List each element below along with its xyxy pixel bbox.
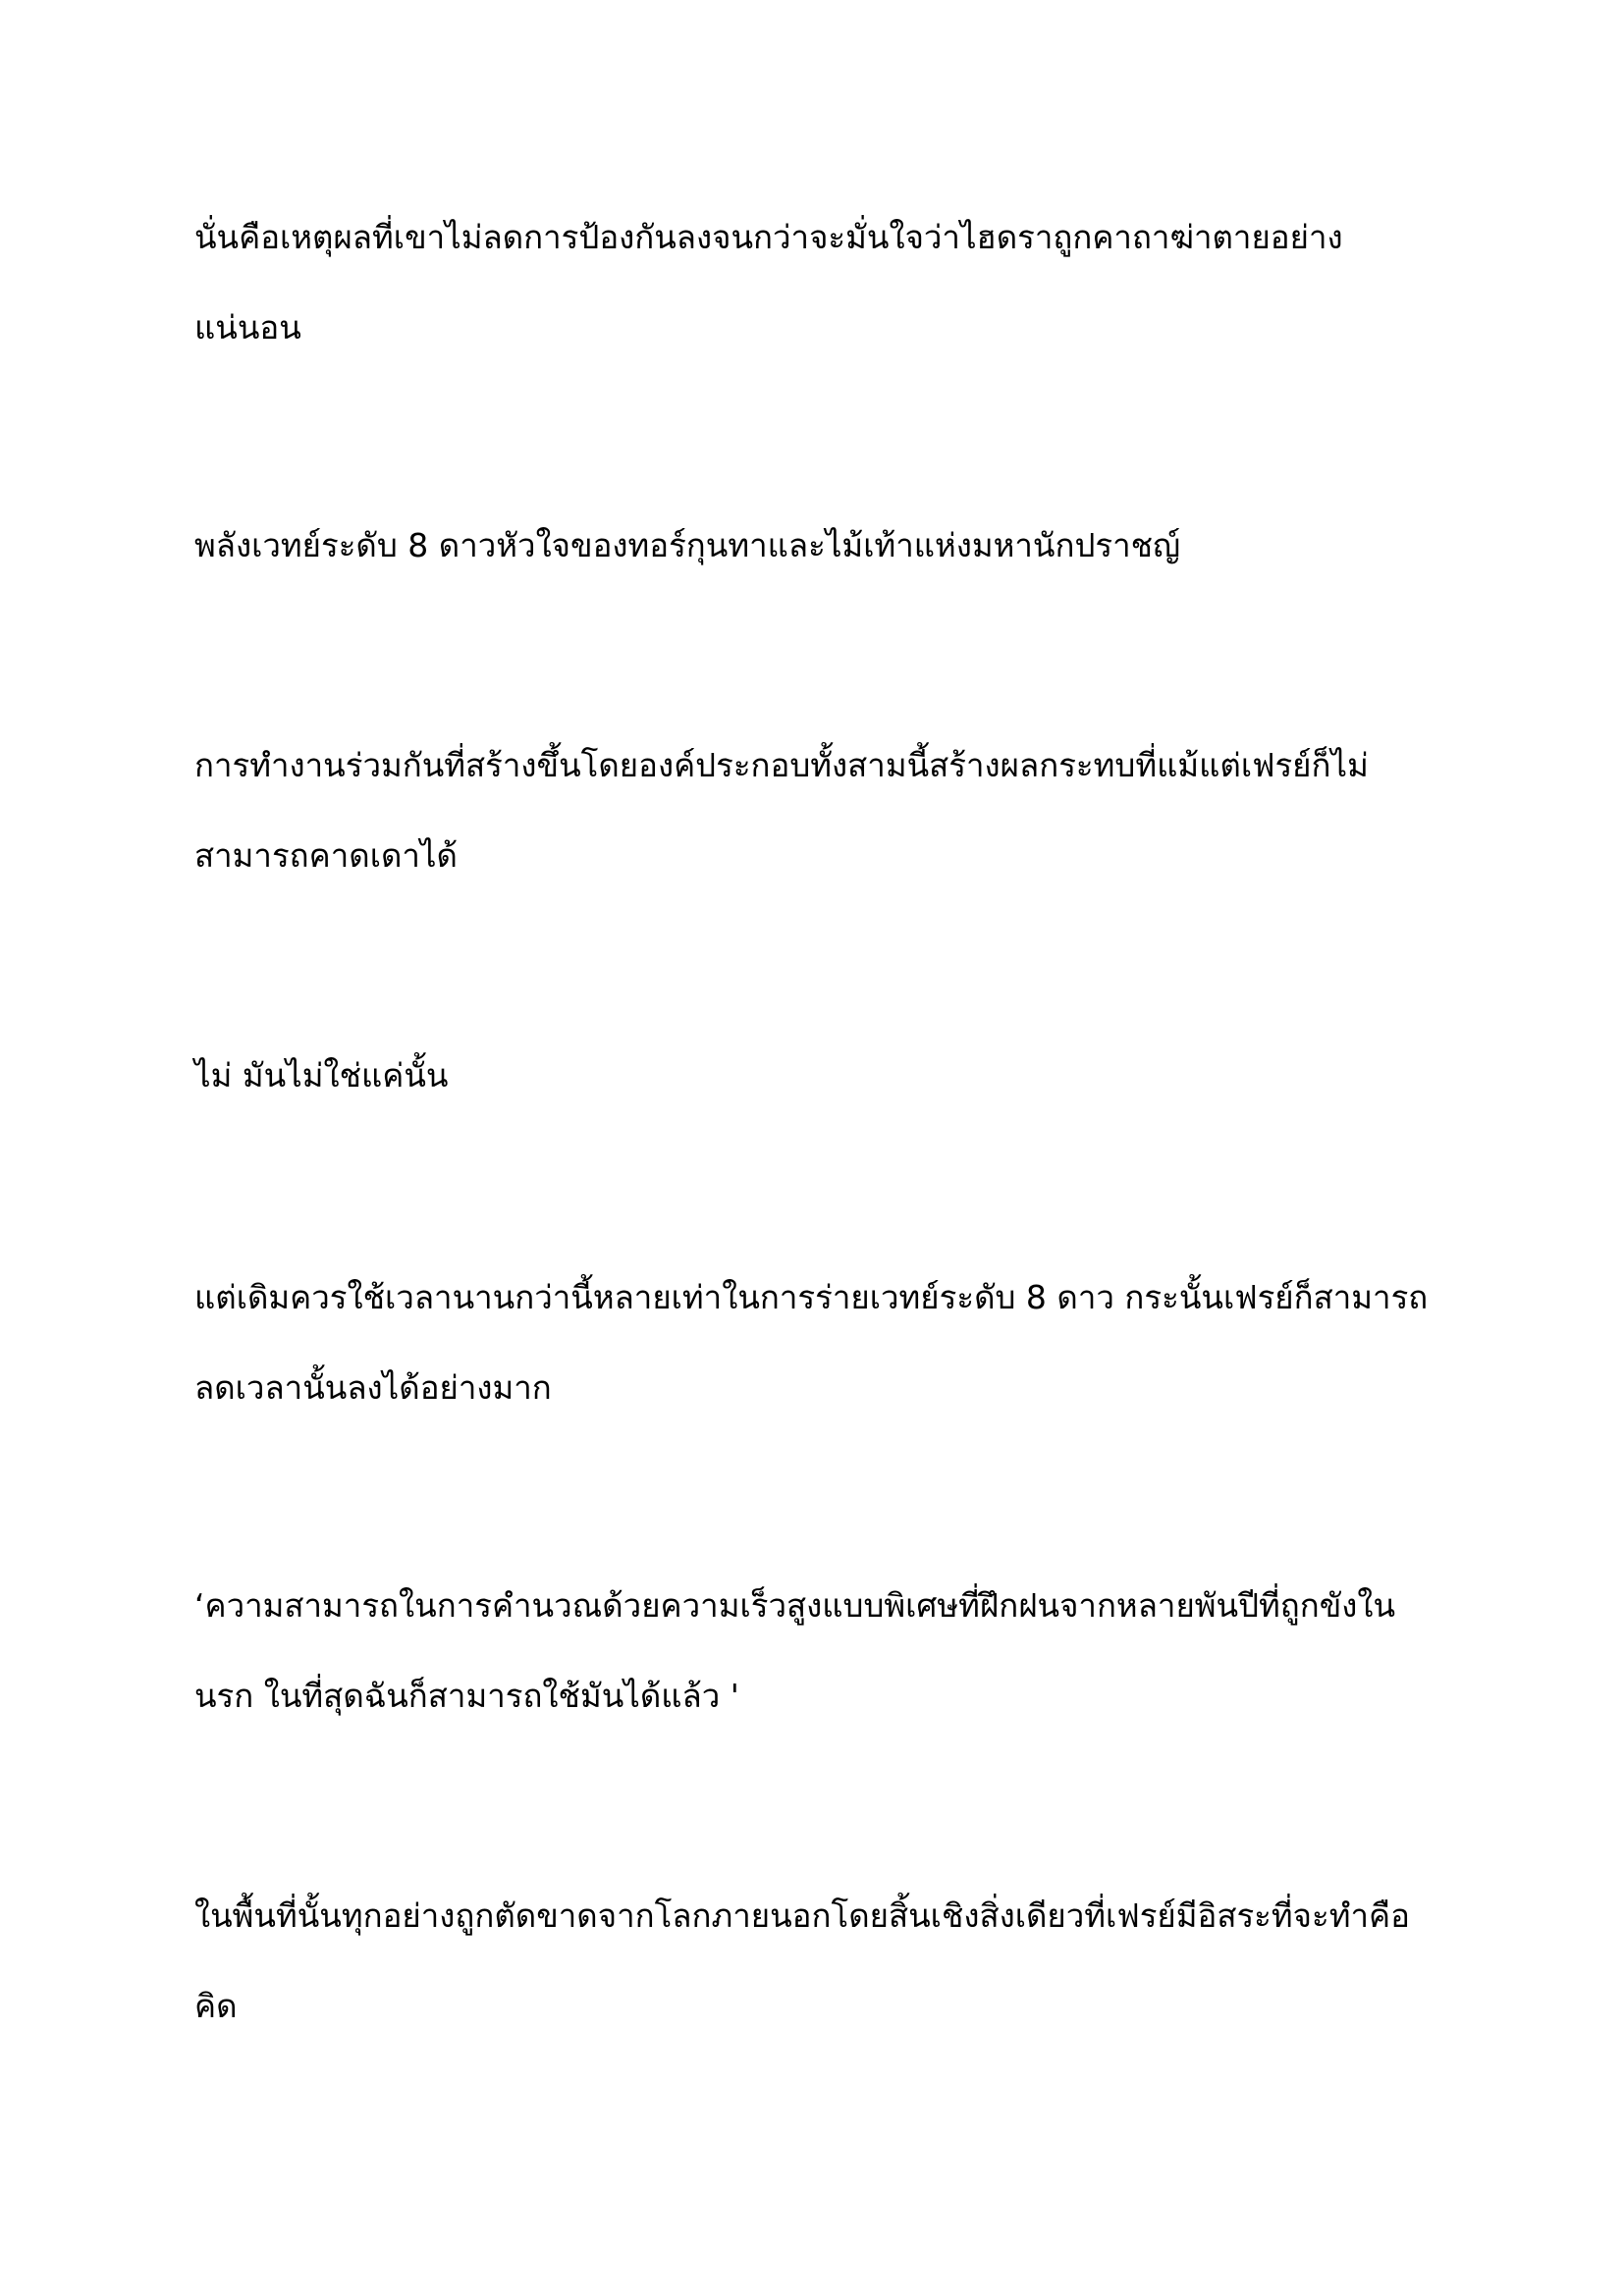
paragraph-6: ‘ความสามารถในการคำนวณด้วยความเร็วสูงแบบพิเศษที่ฝึกฝนจากหลายพันปีที่ถูกขังในนรก ในที่สุดฉันก็สามารถใช้มันได้แล้ว ' bbox=[194, 1586, 1396, 1715]
paragraph-4: ไม่ มันไม่ใช่แค่นั้น bbox=[194, 1056, 449, 1095]
paragraph-1: นั่นคือเหตุผลที่เขาไม่ลดการป้องกันลงจนกว่าจะมั่นใจว่าไฮดราถูกคาถาฆ่าตายอย่างแน่นอน bbox=[194, 218, 1343, 347]
paragraph-7: ในพื้นที่นั้นทุกอย่างถูกตัดขาดจากโลกภายนอกโดยสิ้นเชิงสิ่งเดียวที่เฟรย์มีอิสระที่จะทำคือคิด bbox=[194, 1896, 1410, 2025]
paragraph-2: พลังเวทย์ระดับ 8 ดาวหัวใจของทอร์กุนทาและไม้เท้าแห่งมหานักปราชญ์ bbox=[194, 526, 1181, 564]
paragraph-3: การทำงานร่วมกันที่สร้างขึ้นโดยองค์ประกอบทั้งสามนี้สร้างผลกระทบที่แม้แต่เฟรย์ก็ไม่สามารถคาดเดาได้ bbox=[194, 746, 1369, 875]
paragraph-5: แต่เดิมควรใช้เวลานานกว่านี้หลายเท่าในการร่ายเวทย์ระดับ 8 ดาว กระนั้นเฟรย์ก็สามารถลดเวลานั้นลงได้อย่างมาก bbox=[194, 1278, 1429, 1407]
